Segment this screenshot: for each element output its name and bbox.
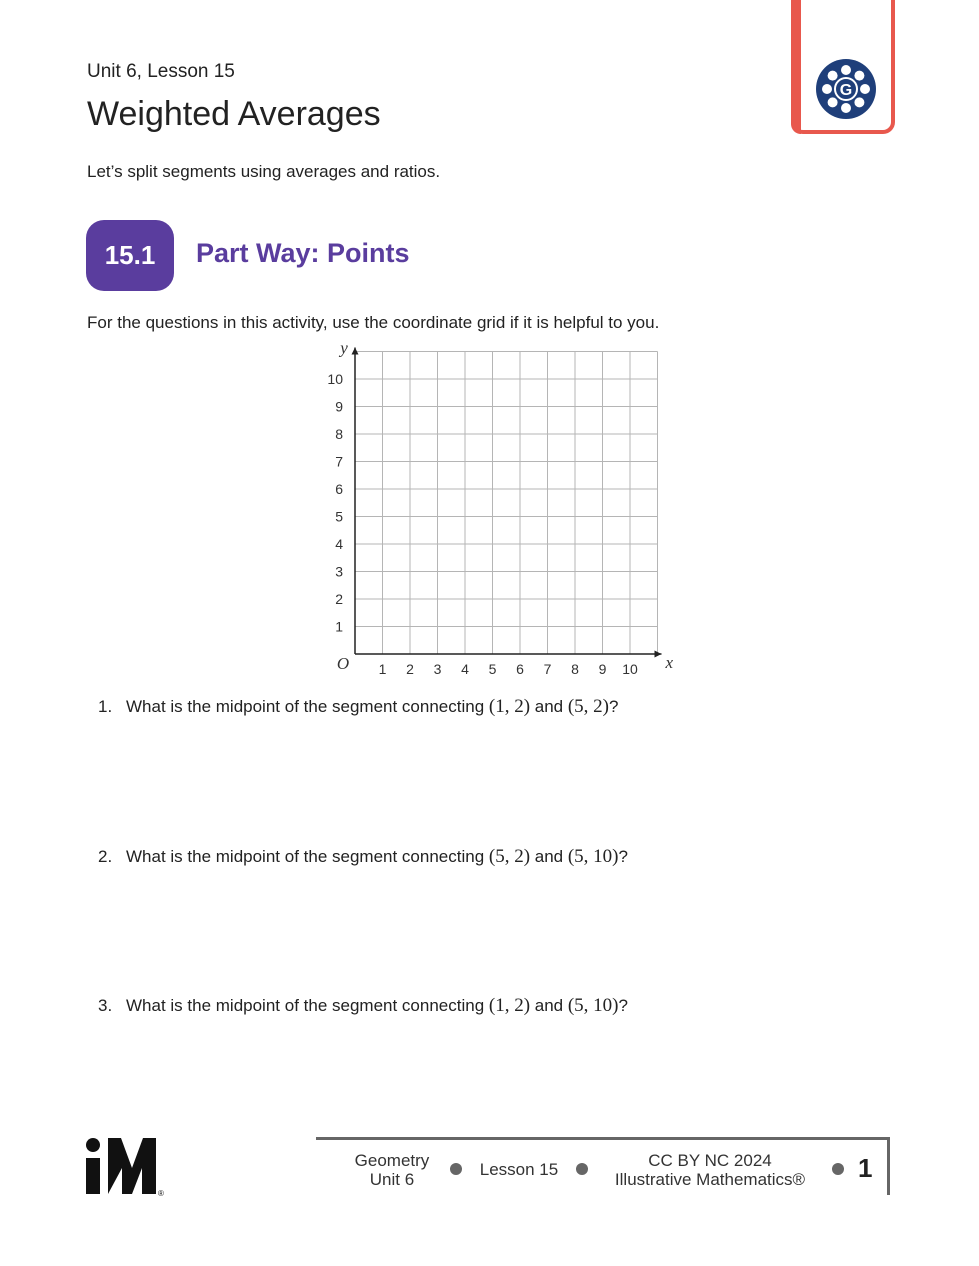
question-text: What is the midpoint of the segment connecting — [126, 847, 489, 866]
question-3 — [98, 995, 628, 1017]
question-number: 3. — [98, 996, 113, 1015]
y-tick-label: 1 — [335, 618, 343, 635]
y-tick-label: 4 — [335, 536, 343, 552]
x-tick-label: 10 — [622, 661, 638, 677]
question-text: What is the midpoint of the segment connecting — [126, 697, 489, 716]
footer-course — [344, 1151, 440, 1189]
footer-course-name: Geometry — [354, 1151, 430, 1170]
x-tick-label: 2 — [406, 661, 414, 677]
point-a: (1, 2) — [488, 696, 531, 717]
point-b: (5, 2) — [567, 696, 609, 717]
y-tick-label: 9 — [335, 398, 343, 415]
question-text: What is the midpoint of the segment connecting — [126, 996, 489, 1015]
x-tick-label: 1 — [378, 661, 387, 677]
svg-text:®: ® — [158, 1189, 164, 1198]
unit-lesson-label: Unit 6, Lesson 15 — [87, 61, 235, 82]
x-tick-label: 7 — [543, 661, 552, 677]
x-tick-label: 8 — [571, 661, 579, 677]
footer-unit: Unit 6 — [369, 1170, 415, 1189]
question-end: ? — [618, 996, 628, 1015]
point-a: (1, 2) — [488, 995, 531, 1016]
y-tick-label: 7 — [335, 453, 343, 470]
x-tick-label: 6 — [516, 661, 524, 677]
page-title: Weighted Averages — [87, 95, 381, 133]
y-tick-label: 3 — [335, 563, 343, 580]
x-tick-label: 9 — [598, 661, 607, 677]
y-tick-label: 8 — [335, 426, 343, 442]
coordinate-grid — [318, 338, 674, 682]
y-axis-label: y — [340, 338, 348, 358]
course-logo-letter: G — [839, 82, 853, 99]
footer-separator-dot — [576, 1163, 588, 1175]
question-end: ? — [618, 847, 628, 866]
connector: and — [530, 697, 568, 716]
geometry-course-logo-icon — [815, 58, 877, 120]
question-1 — [98, 696, 618, 718]
footer-publisher: Illustrative Mathematics® — [614, 1170, 806, 1189]
question-2 — [98, 846, 628, 868]
x-tick-label: 4 — [461, 661, 469, 677]
x-tick-label: 3 — [433, 661, 442, 677]
lesson-intro: Let’s split segments using averages and ratios. — [87, 162, 441, 181]
y-tick-label: 2 — [335, 591, 343, 607]
y-tick-label: 5 — [335, 508, 343, 525]
grid-axes — [352, 348, 662, 658]
activity-title: Part Way: Points — [196, 238, 410, 268]
question-number: 2. — [98, 847, 113, 866]
footer-lesson: Lesson 15 — [479, 1160, 559, 1179]
footer-separator-dot — [450, 1163, 462, 1175]
footer-license — [598, 1151, 822, 1189]
activity-instructions: For the questions in this activity, use the coordinate grid if it is helpful to you. — [87, 313, 660, 332]
point-a: (5, 2) — [488, 846, 531, 867]
point-b: (5, 10) — [567, 846, 619, 867]
page-number: 1 — [858, 1153, 873, 1183]
origin-label: O — [336, 654, 350, 673]
im-logo — [86, 1138, 166, 1198]
activity-number-badge: 15.1 — [86, 220, 174, 291]
footer-separator-dot — [832, 1163, 844, 1175]
connector: and — [530, 996, 568, 1015]
grid-lines — [355, 352, 658, 655]
question-number: 1. — [98, 697, 113, 716]
question-end: ? — [609, 697, 619, 716]
y-tick-label: 6 — [335, 481, 343, 497]
point-b: (5, 10) — [567, 995, 619, 1016]
x-axis-label: x — [665, 653, 674, 672]
x-tick-label: 5 — [488, 661, 497, 677]
y-tick-label: 10 — [327, 371, 343, 387]
footer-license-line: CC BY NC 2024 — [648, 1151, 772, 1170]
connector: and — [530, 847, 568, 866]
